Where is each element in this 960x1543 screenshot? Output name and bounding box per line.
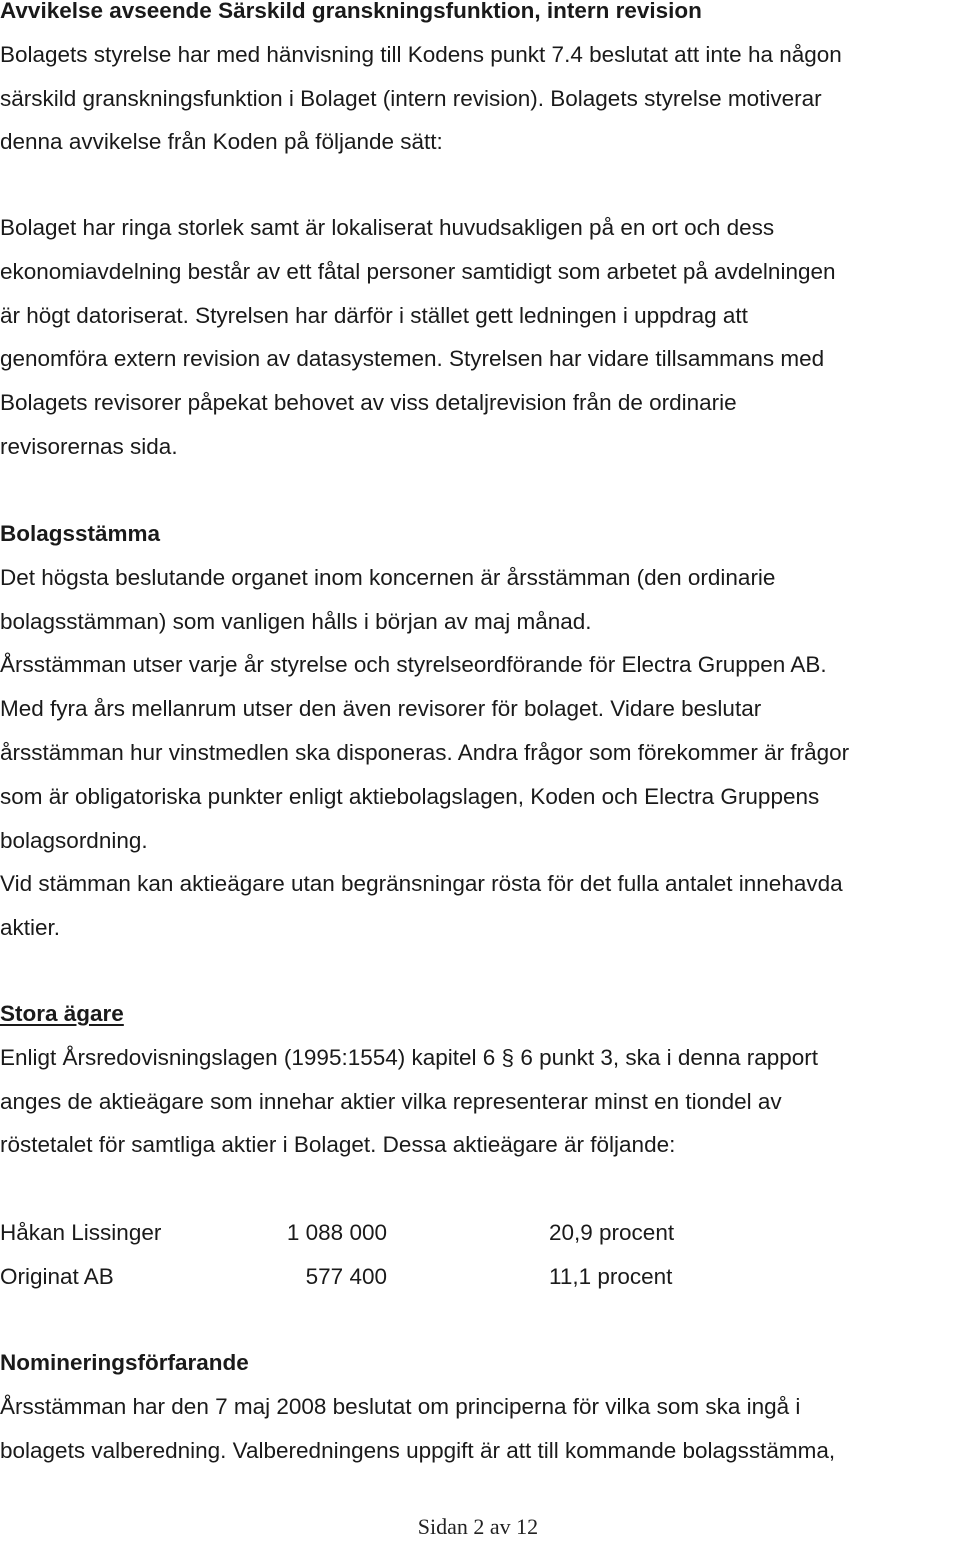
text-line: som är obligatoriska punkter enligt aktiebolagslagen, Koden och Electra Gruppens [0, 783, 820, 809]
text-line: anges de aktieägare som innehar aktier vilka representerar minst en tiondel av [0, 1088, 782, 1114]
text-line: Med fyra års mellanrum utser den även revisorer för bolaget. Vidare beslutar [0, 696, 762, 722]
section-heading: Avvikelse avseende Särskild granskningsfunktion, intern revision [0, 0, 702, 23]
text-line: genomföra extern revision av datasystemen. Styrelsen har vidare tillsammans med [0, 346, 825, 372]
shareholder-shares: 577 400 [305, 1264, 387, 1289]
section-internal-audit-motivation [0, 206, 960, 469]
shareholder-row [0, 1255, 960, 1299]
text-line: är högt datoriserat. Styrelsen har därför i stället gett ledningen i uppdrag att [0, 302, 748, 328]
page-footer [0, 1513, 960, 1541]
text-line: bolagets valberedning. Valberedningens uppgift är att till kommande bolagsstämma, [0, 1437, 836, 1463]
page-number: Sidan 2 av 12 [417, 1514, 539, 1539]
text-line: Enligt Årsredovisningslagen (1995:1554) kapitel 6 § 6 punkt 3, ska i denna rapport [0, 1044, 819, 1070]
section-general-meeting [0, 512, 960, 950]
shareholder-percent: 11,1 procent [549, 1264, 673, 1289]
text-line: aktier. [0, 915, 61, 941]
text-line: Vid stämman kan aktieägare utan begränsningar rösta för det fulla antalet innehavda [0, 871, 843, 897]
text-line: särskild granskningsfunktion i Bolaget (intern revision). Bolagets styrelse motiverar [0, 85, 822, 111]
section-nomination [0, 1341, 960, 1472]
paragraph [0, 33, 960, 164]
text-line: denna avvikelse från Koden på följande sätt: [0, 129, 443, 155]
text-line: Årsstämman har den 7 maj 2008 beslutat om principerna för vilka som ska ingå i [0, 1393, 801, 1419]
text-line: röstetalet för samtliga aktier i Bolaget. Dessa aktieägare är följande: [0, 1132, 676, 1158]
text-line: Bolagets styrelse har med hänvisning till Kodens punkt 7.4 beslutat att inte ha någon [0, 41, 842, 67]
shareholder-name: Originat AB [0, 1264, 114, 1289]
paragraph [0, 556, 960, 950]
text-line: ekonomiavdelning består av ett fåtal personer samtidigt som arbetet på avdelningen [0, 258, 836, 284]
text-line: bolagsordning. [0, 827, 148, 853]
section-internal-audit [0, 0, 960, 164]
text-line: Årsstämman utser varje år styrelse och styrelseordförande för Electra Gruppen AB. [0, 652, 827, 678]
shareholder-shares: 1 088 000 [286, 1220, 387, 1245]
shareholder-percent: 20,9 procent [549, 1220, 675, 1245]
text-line: Det högsta beslutande organet inom koncernen är årsstämman (den ordinarie [0, 564, 776, 590]
section-heading: Bolagsstämma [0, 521, 161, 546]
section-heading: Nomineringsförfarande [0, 1350, 249, 1375]
paragraph [0, 1385, 960, 1473]
shareholder-name: Håkan Lissinger [0, 1220, 162, 1245]
text-line: Bolaget har ringa storlek samt är lokaliserat huvudsakligen på en ort och dess [0, 215, 775, 240]
paragraph [0, 1036, 960, 1167]
text-line: årsstämman hur vinstmedlen ska disponeras. Andra frågor som förekommer är frågor [0, 739, 850, 765]
text-line: bolagsstämman) som vanligen hålls i början av maj månad. [0, 608, 592, 634]
text-line: Bolagets revisorer påpekat behovet av viss detaljrevision från de ordinarie [0, 390, 737, 416]
text-line: revisorernas sida. [0, 433, 178, 459]
section-major-owners [0, 992, 960, 1167]
paragraph [0, 206, 960, 469]
shareholder-row [0, 1211, 960, 1255]
section-heading: Stora ägare [0, 1001, 124, 1026]
